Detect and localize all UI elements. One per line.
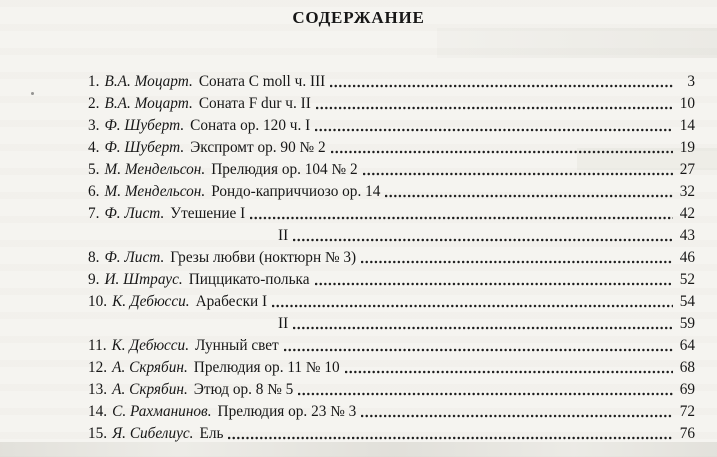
entry-work-title: II xyxy=(278,227,289,244)
toc-entry xyxy=(88,399,695,421)
scan-artifact-band xyxy=(0,442,717,457)
dot-leader xyxy=(272,304,673,308)
toc-entry xyxy=(88,245,695,267)
entry-number: 12. xyxy=(88,359,108,376)
entry-number: 6. xyxy=(88,183,100,200)
dot-leader xyxy=(331,150,673,154)
entry-work-title: II xyxy=(278,315,289,332)
dot-leader xyxy=(298,392,673,396)
toc-entry xyxy=(88,113,695,135)
entry-work-title: Лунный свет xyxy=(195,337,279,354)
entry-work-title: Экспромт op. 90 № 2 xyxy=(190,139,326,156)
entry-page-number: 69 xyxy=(679,381,695,398)
toc-entry xyxy=(88,201,695,223)
toc-entry xyxy=(88,91,695,113)
scan-artifact-speck xyxy=(31,92,34,95)
entry-work-title: Арабески I xyxy=(195,293,268,310)
entry-page-number: 68 xyxy=(679,359,695,376)
entry-composer: В.А. Моцарт. xyxy=(104,95,193,112)
toc-entry xyxy=(88,69,695,91)
entry-page-number: 32 xyxy=(679,183,695,200)
entry-work-title: Пиццикато-полька xyxy=(188,271,310,288)
toc-entry xyxy=(88,179,695,201)
entry-composer: М. Мендельсон. xyxy=(104,183,206,200)
entry-page-number: 64 xyxy=(679,337,695,354)
dot-leader xyxy=(361,260,673,264)
dot-leader xyxy=(284,348,673,352)
toc-entry xyxy=(88,355,695,377)
toc-entry xyxy=(88,311,695,333)
entry-composer: К. Дебюсси. xyxy=(111,337,190,354)
entry-work-title: Соната op. 120 ч. I xyxy=(190,117,311,134)
toc-entry xyxy=(88,223,695,245)
toc-entry xyxy=(88,289,695,311)
entry-work-title: Грезы любви (ноктюрн № 3) xyxy=(170,249,357,266)
dot-leader xyxy=(316,106,673,110)
entry-page-number: 72 xyxy=(679,403,695,420)
entry-number: 5. xyxy=(88,161,100,178)
toc-list xyxy=(88,69,695,443)
entry-number: 2. xyxy=(88,95,100,112)
entry-page-number: 59 xyxy=(679,315,695,332)
entry-number: 3. xyxy=(88,117,100,134)
entry-work-title: Этюд op. 8 № 5 xyxy=(193,381,294,398)
entry-page-number: 46 xyxy=(679,249,695,266)
entry-work-title: Утешение I xyxy=(170,205,246,222)
toc-entry xyxy=(88,333,695,355)
entry-page-number: 42 xyxy=(679,205,695,222)
toc-entry xyxy=(88,267,695,289)
entry-work-title: Прелюдия op. 104 № 2 xyxy=(211,161,358,178)
entry-work-title: Соната C moll ч. III xyxy=(198,73,326,90)
toc-entry xyxy=(88,135,695,157)
dot-leader xyxy=(385,194,673,198)
entry-page-number: 54 xyxy=(679,293,695,310)
entry-page-number: 43 xyxy=(679,227,695,244)
entry-number: 1. xyxy=(88,73,100,90)
entry-composer: А. Скрябин. xyxy=(112,359,188,376)
entry-number: 10. xyxy=(88,293,108,310)
entry-composer: С. Рахманинов. xyxy=(112,403,212,420)
entry-page-number: 3 xyxy=(687,73,695,90)
entry-work-title: Прелюдия op. 23 № 3 xyxy=(217,403,357,420)
entry-composer: А. Скрябин. xyxy=(112,381,188,398)
entry-work-title: Прелюдия op. 11 № 10 xyxy=(193,359,340,376)
entry-page-number: 10 xyxy=(679,95,695,112)
entry-work-title: Соната F dur ч. II xyxy=(198,95,311,112)
entry-number: 14. xyxy=(88,403,108,420)
entry-number: 8. xyxy=(88,249,100,266)
dot-leader xyxy=(363,172,673,176)
entry-composer: В.А. Моцарт. xyxy=(104,73,193,90)
entry-page-number: 14 xyxy=(679,117,695,134)
dot-leader xyxy=(345,370,673,374)
entry-composer: М. Мендельсон. xyxy=(104,161,206,178)
entry-number: 13. xyxy=(88,381,108,398)
entry-composer: Ф. Шуберт. xyxy=(104,139,185,156)
entry-number: 15. xyxy=(88,425,108,442)
entry-composer: И. Штраус. xyxy=(104,271,183,288)
dot-leader xyxy=(315,282,673,286)
entry-page-number: 27 xyxy=(679,161,695,178)
entry-page-number: 52 xyxy=(679,271,695,288)
dot-leader xyxy=(361,414,673,418)
dot-leader xyxy=(293,326,673,330)
entry-composer: Ф. Шуберт. xyxy=(104,117,185,134)
toc-entry xyxy=(88,377,695,399)
entry-composer: Ф. Лист. xyxy=(104,249,165,266)
dot-leader xyxy=(228,436,673,440)
entry-number: 11. xyxy=(88,337,107,354)
page-title: СОДЕРЖАНИЕ xyxy=(292,8,425,27)
dot-leader xyxy=(330,84,673,88)
entry-composer: Ф. Лист. xyxy=(104,205,165,222)
entry-composer: Я. Сибелиус. xyxy=(112,425,194,442)
toc-entry xyxy=(88,157,695,179)
dot-leader xyxy=(293,238,673,242)
entry-work-title: Рондо-каприччиозо op. 14 xyxy=(211,183,381,200)
entry-work-title: Ель xyxy=(199,425,224,442)
scan-artifact-band xyxy=(437,28,717,58)
dot-leader xyxy=(250,216,673,220)
entry-number: 4. xyxy=(88,139,100,156)
entry-number: 9. xyxy=(88,271,100,288)
dot-leader xyxy=(315,128,673,132)
entry-page-number: 19 xyxy=(679,139,695,156)
toc-entry xyxy=(88,421,695,443)
entry-composer: К. Дебюсси. xyxy=(112,293,190,310)
entry-number: 7. xyxy=(88,205,100,222)
entry-page-number: 76 xyxy=(679,425,695,442)
